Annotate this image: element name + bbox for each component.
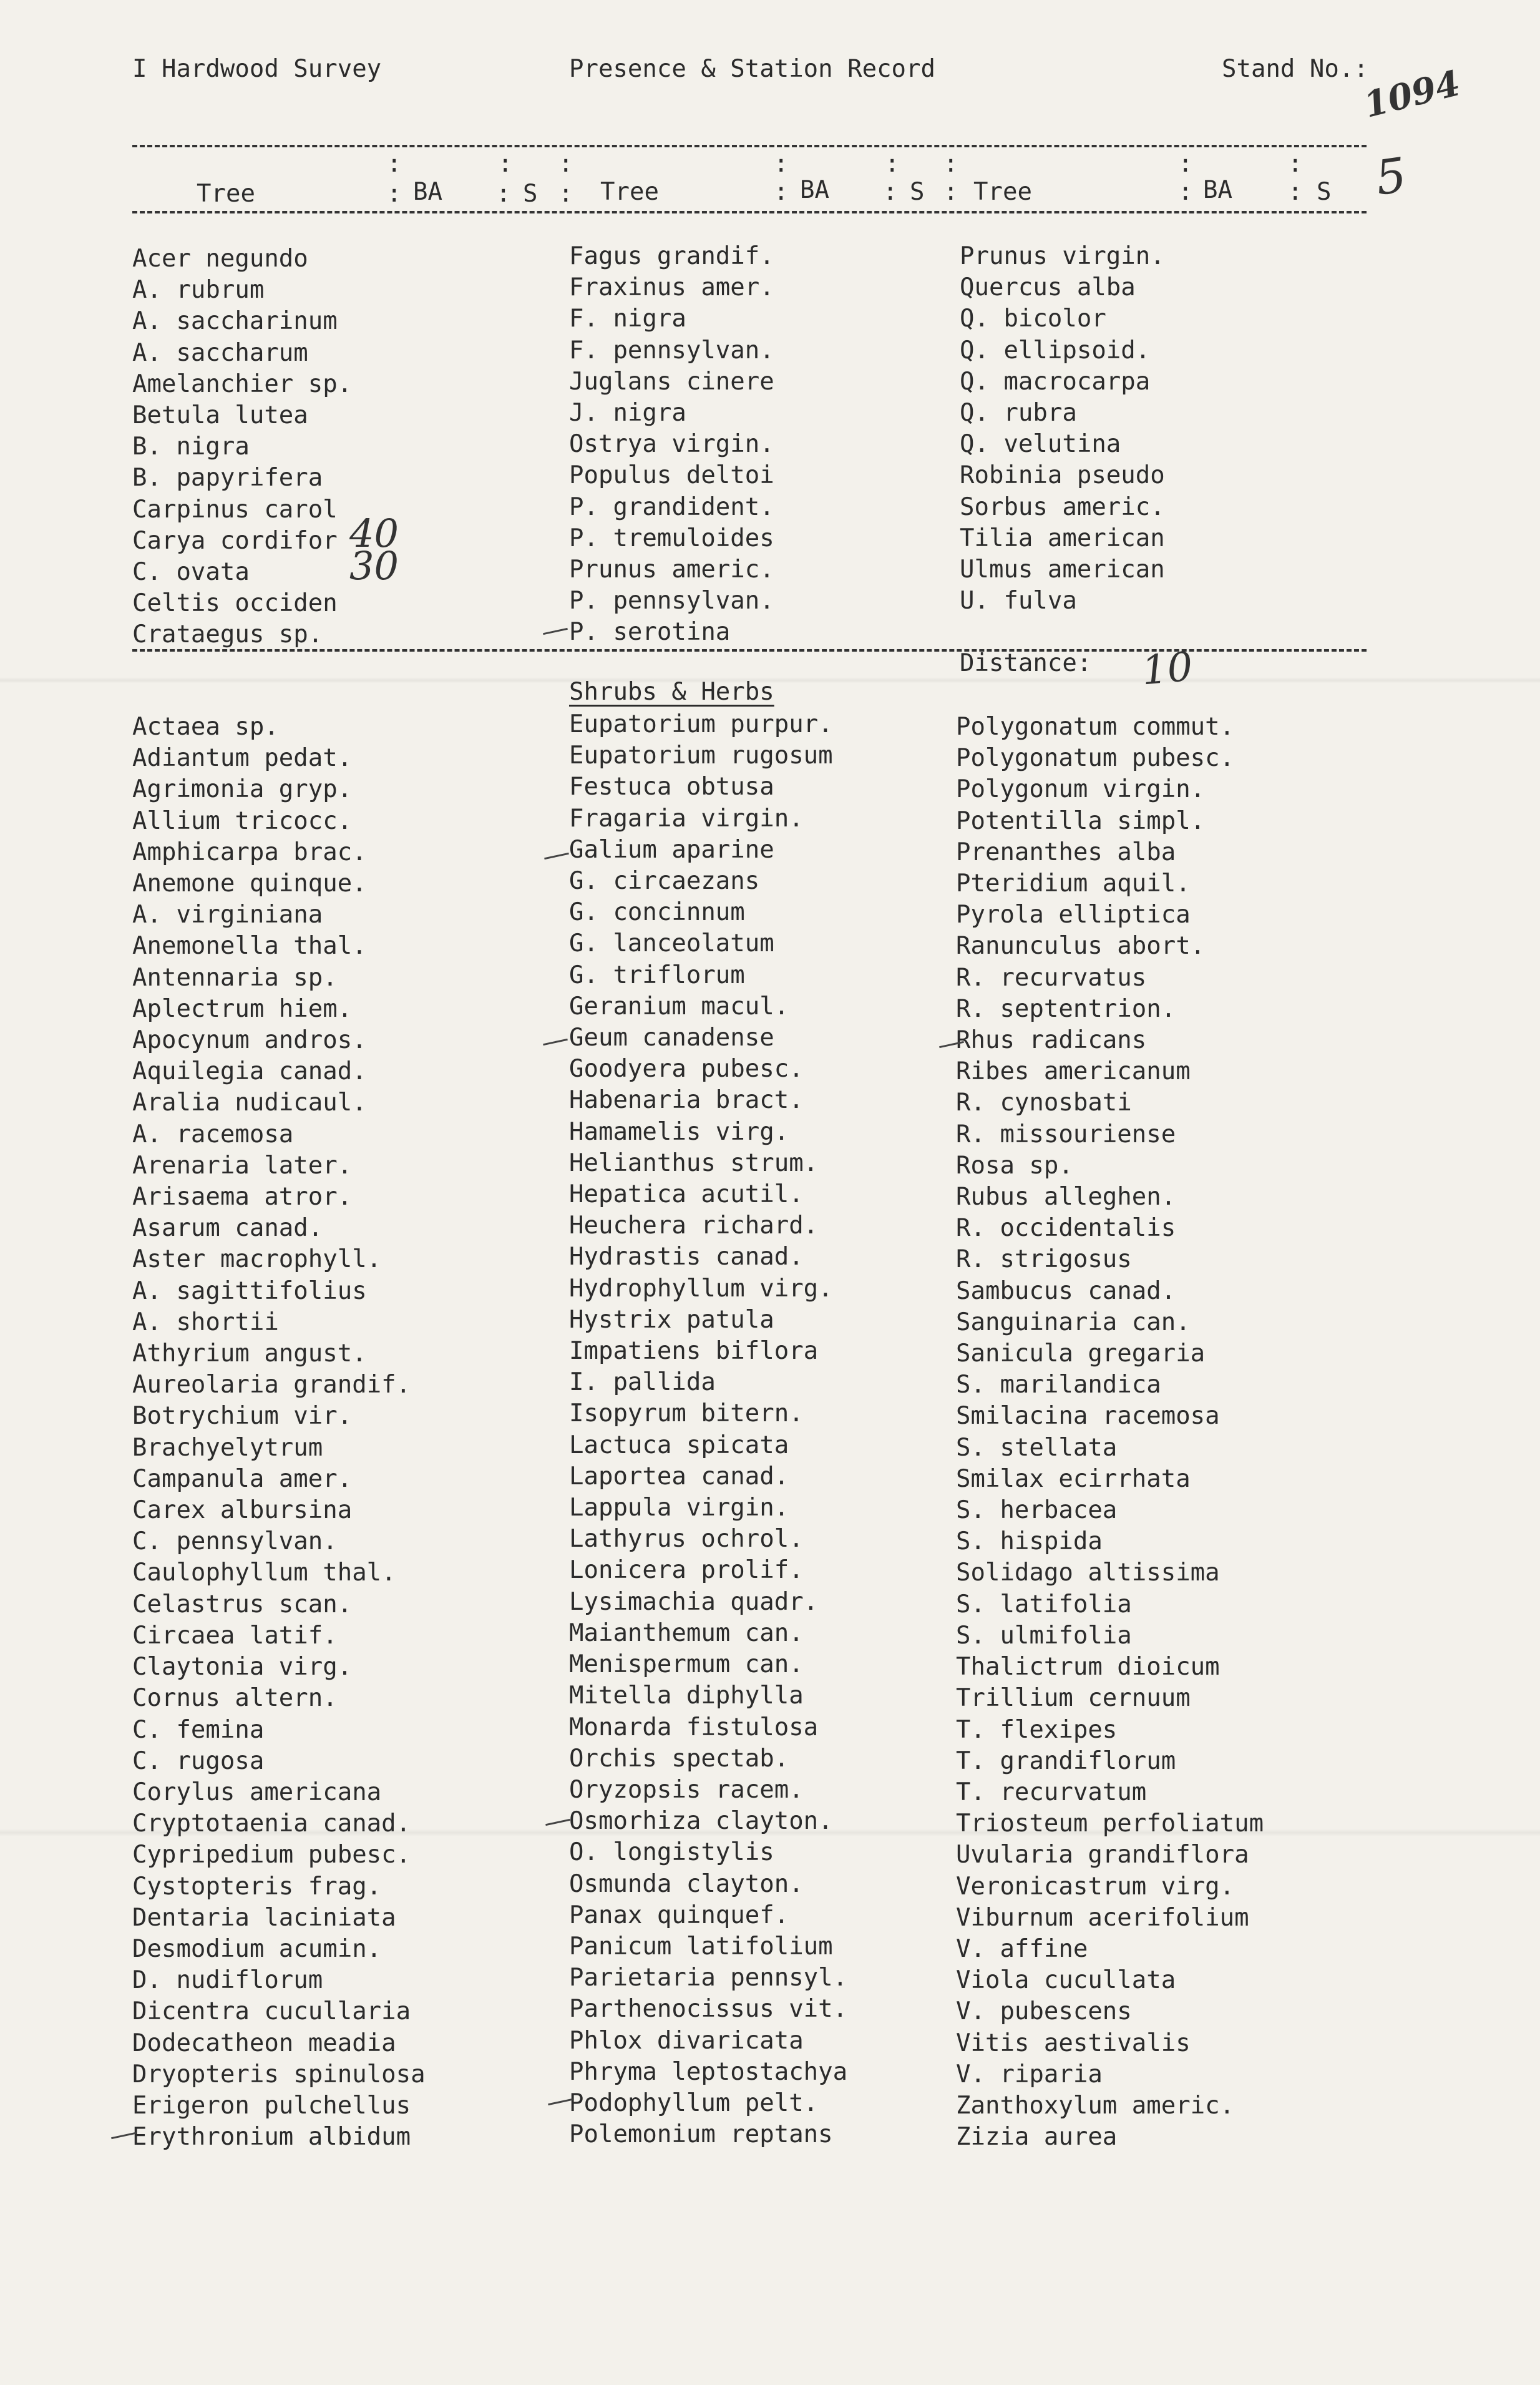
species-name: Eupatorium purpur. bbox=[569, 710, 833, 738]
col-sep: : bbox=[943, 178, 958, 206]
species-name: Aplectrum hiem. bbox=[132, 994, 353, 1023]
species-name: Ulmus american bbox=[960, 556, 1165, 584]
species-name: Prunus americ. bbox=[569, 556, 774, 584]
species-name: Parietaria pennsyl. bbox=[569, 1964, 848, 1992]
species-name: A. racemosa bbox=[132, 1120, 294, 1148]
species-name: Acer negundo bbox=[132, 245, 308, 273]
species-name: Smilax ecirrhata bbox=[956, 1464, 1191, 1493]
species-name: Fagus grandif. bbox=[569, 242, 774, 270]
species-name: Dryopteris spinulosa bbox=[132, 2060, 426, 2089]
species-name: S. ulmifolia bbox=[956, 1621, 1132, 1650]
species-name: Lactuca spicata bbox=[569, 1431, 789, 1459]
species-name: Potentilla simpl. bbox=[956, 806, 1206, 835]
species-name: Podophyllum pelt. bbox=[569, 2089, 819, 2117]
species-name: Heuchera richard. bbox=[569, 1212, 819, 1240]
species-name: Helianthus strum. bbox=[569, 1148, 819, 1177]
species-name: P. tremuloides bbox=[569, 524, 774, 552]
species-name: C. rugosa bbox=[132, 1746, 265, 1775]
species-name: Claytonia virg. bbox=[132, 1653, 353, 1682]
tree-table-top-rule bbox=[132, 145, 1367, 147]
species-name: Geum canadense bbox=[569, 1024, 774, 1052]
species-name: G. concinnum bbox=[569, 898, 745, 927]
species-name: Aralia nudicaul. bbox=[132, 1089, 367, 1117]
species-name: Osmunda clayton. bbox=[569, 1869, 804, 1898]
species-name: S. latifolia bbox=[956, 1590, 1132, 1619]
species-name: Polygonum virgin. bbox=[956, 775, 1206, 804]
species-name: A. saccharum bbox=[132, 338, 308, 367]
species-name: Aureolaria grandif. bbox=[132, 1371, 411, 1399]
species-name: A. saccharinum bbox=[132, 307, 338, 336]
col-header-tree: Tree bbox=[973, 178, 1032, 206]
species-name: Q. bicolor bbox=[960, 305, 1106, 333]
species-name: Sorbus americ. bbox=[960, 492, 1165, 521]
species-name: Ostrya virgin. bbox=[569, 430, 774, 459]
ba-value-carya-cordifor: 40 bbox=[349, 511, 399, 556]
species-name: Carpinus carol bbox=[132, 495, 338, 524]
species-name: Apocynum andros. bbox=[132, 1026, 367, 1055]
species-name: Celtis occiden bbox=[132, 589, 338, 618]
species-name: Phryma leptostachya bbox=[569, 2057, 848, 2086]
species-name: Maianthemum can. bbox=[569, 1619, 804, 1647]
species-name: Arisaema atror. bbox=[132, 1183, 353, 1212]
species-name: Anemonella thal. bbox=[132, 932, 367, 961]
species-name: Tilia american bbox=[960, 524, 1165, 552]
species-name: O. longistylis bbox=[569, 1838, 774, 1867]
species-name: Uvularia grandiflora bbox=[956, 1841, 1249, 1869]
ba-value-c-ovata: 30 bbox=[349, 543, 399, 589]
species-name: R. missouriense bbox=[956, 1120, 1176, 1148]
species-name: B. nigra bbox=[132, 433, 250, 461]
species-name: Sanguinaria can. bbox=[956, 1308, 1191, 1336]
species-name: A. shortii bbox=[132, 1308, 279, 1336]
s-value-handwritten: 5 bbox=[1372, 147, 1410, 206]
distance-value-handwritten: 10 bbox=[1139, 644, 1195, 695]
species-name: Laportea canad. bbox=[569, 1462, 789, 1491]
species-name: Festuca obtusa bbox=[569, 773, 774, 801]
species-name: V. pubescens bbox=[956, 1997, 1132, 2026]
species-name: R. septentrion. bbox=[956, 994, 1176, 1023]
check-mark bbox=[544, 853, 569, 859]
species-name: Circaea latif. bbox=[132, 1621, 338, 1650]
species-name: Allium tricocc. bbox=[132, 806, 353, 835]
distance-label: Distance: bbox=[960, 649, 1092, 677]
species-name: Parthenocissus vit. bbox=[569, 1995, 848, 2024]
species-name: Lappula virgin. bbox=[569, 1494, 789, 1522]
species-name: S. stellata bbox=[956, 1433, 1118, 1462]
col-sep: : bbox=[387, 180, 402, 208]
species-name: V. affine bbox=[956, 1934, 1088, 1963]
species-name: Polygonatum commut. bbox=[956, 713, 1235, 741]
species-name: G. triflorum bbox=[569, 961, 745, 989]
species-name: Hystrix patula bbox=[569, 1305, 774, 1334]
species-name: Veronicastrum virg. bbox=[956, 1872, 1235, 1901]
species-name: Fraxinus amer. bbox=[569, 273, 774, 302]
section-title-shrubs-herbs: Shrubs & Herbs bbox=[569, 678, 774, 706]
species-name: Phlox divaricata bbox=[569, 2026, 804, 2055]
species-name: Zizia aurea bbox=[956, 2123, 1118, 2152]
herb-species-column-1 bbox=[132, 712, 426, 2153]
species-name: J. nigra bbox=[569, 399, 686, 428]
species-name: Vitis aestivalis bbox=[956, 2029, 1191, 2057]
species-name: Athyrium angust. bbox=[132, 1339, 367, 1368]
species-name: Sambucus canad. bbox=[956, 1276, 1176, 1305]
species-name: A. sagittifolius bbox=[132, 1276, 367, 1305]
species-name: Galium aparine bbox=[569, 835, 774, 864]
species-name: S. hispida bbox=[956, 1527, 1103, 1556]
col-sep: : bbox=[1178, 150, 1193, 178]
herb-species-column-3 bbox=[956, 712, 1264, 2153]
col-sep: : bbox=[774, 150, 789, 178]
species-name: Orchis spectab. bbox=[569, 1744, 789, 1773]
species-name: Polemonium reptans bbox=[569, 2120, 833, 2149]
species-name: Viburnum acerifolium bbox=[956, 1903, 1249, 1932]
species-name: Carex albursina bbox=[132, 1496, 353, 1525]
species-name: Pyrola elliptica bbox=[956, 901, 1191, 929]
species-name: G. circaezans bbox=[569, 867, 760, 896]
species-name: Lonicera prolif. bbox=[569, 1556, 804, 1585]
species-name: Trillium cernuum bbox=[956, 1684, 1191, 1713]
species-name: G. lanceolatum bbox=[569, 929, 774, 958]
species-name: C. pennsylvan. bbox=[132, 1527, 338, 1556]
species-name: Campanula amer. bbox=[132, 1464, 353, 1493]
species-name: Viola cucullata bbox=[956, 1966, 1176, 1995]
species-name: Amelanchier sp. bbox=[132, 370, 353, 398]
species-name: Lysimachia quadr. bbox=[569, 1587, 819, 1616]
species-name: C. femina bbox=[132, 1715, 265, 1744]
species-name: T. flexipes bbox=[956, 1715, 1118, 1744]
check-mark bbox=[545, 1819, 570, 1826]
species-name: Ranunculus abort. bbox=[956, 932, 1206, 961]
species-name: Celastrus scan. bbox=[132, 1590, 353, 1619]
species-name: D. nudiflorum bbox=[132, 1966, 323, 1995]
species-name: Panicum latifolium bbox=[569, 1932, 833, 1961]
species-name: V. riparia bbox=[956, 2060, 1103, 2089]
col-header-s: S bbox=[910, 178, 925, 206]
col-sep: : bbox=[558, 180, 573, 208]
species-name: Ribes americanum bbox=[956, 1057, 1191, 1086]
species-name: R. cynosbati bbox=[956, 1089, 1132, 1117]
species-name: Q. rubra bbox=[960, 399, 1077, 428]
col-sep: : bbox=[1288, 178, 1303, 206]
species-name: R. recurvatus bbox=[956, 963, 1147, 992]
col-sep: : bbox=[1178, 178, 1193, 206]
tree-species-column-2 bbox=[569, 241, 774, 649]
species-name: Brachyelytrum bbox=[132, 1433, 323, 1462]
species-name: Oryzopsis racem. bbox=[569, 1775, 804, 1804]
species-name: U. fulva bbox=[960, 587, 1077, 615]
species-name: Hepatica acutil. bbox=[569, 1180, 804, 1209]
species-name: Impatiens biflora bbox=[569, 1337, 819, 1366]
tree-table-header-rule bbox=[132, 211, 1367, 213]
col-header-ba: BA bbox=[800, 176, 829, 204]
species-name: Dicentra cucullaria bbox=[132, 1997, 411, 2026]
col-sep: : bbox=[943, 150, 958, 178]
species-name: Monarda fistulosa bbox=[569, 1713, 819, 1741]
species-name: Actaea sp. bbox=[132, 713, 279, 741]
species-name: Cypripedium pubesc. bbox=[132, 1841, 411, 1869]
species-name: Quercus alba bbox=[960, 273, 1136, 302]
species-name: Dentaria laciniata bbox=[132, 1903, 396, 1932]
species-name: Arenaria later. bbox=[132, 1151, 353, 1180]
species-name: S. herbacea bbox=[956, 1496, 1118, 1525]
species-name: Rhus radicans bbox=[956, 1026, 1147, 1055]
species-name: Solidago altissima bbox=[956, 1559, 1220, 1587]
col-header-s: S bbox=[523, 180, 538, 208]
species-name: R. occidentalis bbox=[956, 1214, 1176, 1243]
species-name: Corylus americana bbox=[132, 1778, 382, 1806]
species-name: Eupatorium rugosum bbox=[569, 742, 833, 770]
species-name: Desmodium acumin. bbox=[132, 1934, 382, 1963]
stand-number-handwritten: 1094 bbox=[1360, 62, 1464, 126]
species-name: Q. velutina bbox=[960, 430, 1121, 459]
species-name: Aquilegia canad. bbox=[132, 1057, 367, 1086]
col-sep: : bbox=[498, 150, 513, 178]
species-name: Osmorhiza clayton. bbox=[569, 1807, 833, 1836]
species-name: F. nigra bbox=[569, 305, 686, 333]
form-subtitle: Presence & Station Record bbox=[569, 55, 935, 83]
col-sep: : bbox=[1288, 150, 1303, 178]
species-name: Carya cordifor bbox=[132, 526, 338, 555]
species-name: P. grandident. bbox=[569, 492, 774, 521]
species-name: Asarum canad. bbox=[132, 1214, 323, 1243]
form-title: I Hardwood Survey bbox=[132, 55, 382, 83]
col-header-s: S bbox=[1317, 178, 1332, 206]
col-header-ba: BA bbox=[413, 178, 442, 206]
species-name: R. strigosus bbox=[956, 1245, 1132, 1274]
species-name: P. serotina bbox=[569, 618, 731, 647]
species-name: Aster macrophyll. bbox=[132, 1245, 382, 1274]
col-sep: : bbox=[774, 178, 789, 206]
species-name: Thalictrum dioicum bbox=[956, 1653, 1220, 1682]
tree-species-column-1 bbox=[132, 243, 352, 651]
species-name: Prenanthes alba bbox=[956, 838, 1176, 866]
col-header-ba: BA bbox=[1203, 176, 1232, 204]
species-name: Amphicarpa brac. bbox=[132, 838, 367, 866]
species-name: Fragaria virgin. bbox=[569, 804, 804, 833]
species-name: Hamamelis virg. bbox=[569, 1117, 789, 1146]
col-sep: : bbox=[496, 180, 511, 208]
species-name: Lathyrus ochrol. bbox=[569, 1525, 804, 1554]
species-name: Goodyera pubesc. bbox=[569, 1055, 804, 1084]
col-header-tree: Tree bbox=[197, 180, 255, 208]
species-name: Prunus virgin. bbox=[960, 242, 1165, 270]
species-name: Triosteum perfoliatum bbox=[956, 1810, 1264, 1838]
species-name: Rubus alleghen. bbox=[956, 1183, 1176, 1212]
species-name: Q. ellipsoid. bbox=[960, 336, 1151, 365]
species-name: Cryptotaenia canad. bbox=[132, 1810, 411, 1838]
species-name: A. virginiana bbox=[132, 901, 323, 929]
species-name: Smilacina racemosa bbox=[956, 1402, 1220, 1431]
species-name: Erythronium albidum bbox=[132, 2123, 411, 2152]
species-name: S. marilandica bbox=[956, 1371, 1161, 1399]
species-name: Erigeron pulchellus bbox=[132, 2091, 411, 2120]
species-name: Habenaria bract. bbox=[569, 1086, 804, 1115]
species-name: Robinia pseudo bbox=[960, 461, 1165, 490]
species-name: Pteridium aquil. bbox=[956, 869, 1191, 898]
species-name: Caulophyllum thal. bbox=[132, 1559, 396, 1587]
tree-species-column-3 bbox=[960, 241, 1165, 617]
herb-species-column-2 bbox=[569, 709, 847, 2150]
col-sep: : bbox=[558, 150, 573, 178]
col-sep: : bbox=[885, 150, 900, 178]
check-mark bbox=[543, 628, 568, 635]
species-name: B. papyrifera bbox=[132, 464, 323, 492]
species-name: Hydrastis canad. bbox=[569, 1243, 804, 1271]
species-name: Crataegus sp. bbox=[132, 620, 323, 649]
species-name: Botrychium vir. bbox=[132, 1402, 353, 1431]
species-name: Rosa sp. bbox=[956, 1151, 1073, 1180]
species-name: Zanthoxylum americ. bbox=[956, 2091, 1235, 2120]
species-name: Dodecatheon meadia bbox=[132, 2029, 396, 2057]
species-name: T. recurvatum bbox=[956, 1778, 1147, 1806]
species-name: T. grandiflorum bbox=[956, 1746, 1176, 1775]
species-name: P. pennsylvan. bbox=[569, 587, 774, 615]
col-header-tree: Tree bbox=[600, 178, 659, 206]
species-name: C. ovata bbox=[132, 558, 250, 587]
species-name: Populus deltoi bbox=[569, 461, 774, 490]
species-name: Anemone quinque. bbox=[132, 869, 367, 898]
col-sep: : bbox=[387, 150, 402, 178]
species-name: Antennaria sp. bbox=[132, 963, 338, 992]
species-name: A. rubrum bbox=[132, 276, 265, 305]
col-sep: : bbox=[883, 178, 898, 206]
species-name: Adiantum pedat. bbox=[132, 744, 353, 773]
species-name: Q. macrocarpa bbox=[960, 367, 1151, 396]
species-name: Menispermum can. bbox=[569, 1650, 804, 1679]
species-name: Cystopteris frag. bbox=[132, 1872, 382, 1901]
species-name: Geranium macul. bbox=[569, 992, 789, 1021]
species-name: Cornus altern. bbox=[132, 1684, 338, 1713]
species-name: Polygonatum pubesc. bbox=[956, 744, 1235, 773]
species-name: Panax quinquef. bbox=[569, 1901, 789, 1929]
species-name: Mitella diphylla bbox=[569, 1682, 804, 1710]
check-mark bbox=[543, 1039, 568, 1046]
species-name: F. pennsylvan. bbox=[569, 336, 774, 365]
species-name: Hydrophyllum virg. bbox=[569, 1274, 833, 1303]
species-name: Isopyrum bitern. bbox=[569, 1399, 804, 1428]
species-name: I. pallida bbox=[569, 1368, 716, 1397]
stand-number-label: Stand No.: bbox=[1222, 55, 1368, 83]
species-name: Sanicula gregaria bbox=[956, 1339, 1206, 1368]
species-name: Juglans cinere bbox=[569, 367, 774, 396]
species-name: Betula lutea bbox=[132, 401, 308, 430]
species-name: Agrimonia gryp. bbox=[132, 775, 353, 804]
